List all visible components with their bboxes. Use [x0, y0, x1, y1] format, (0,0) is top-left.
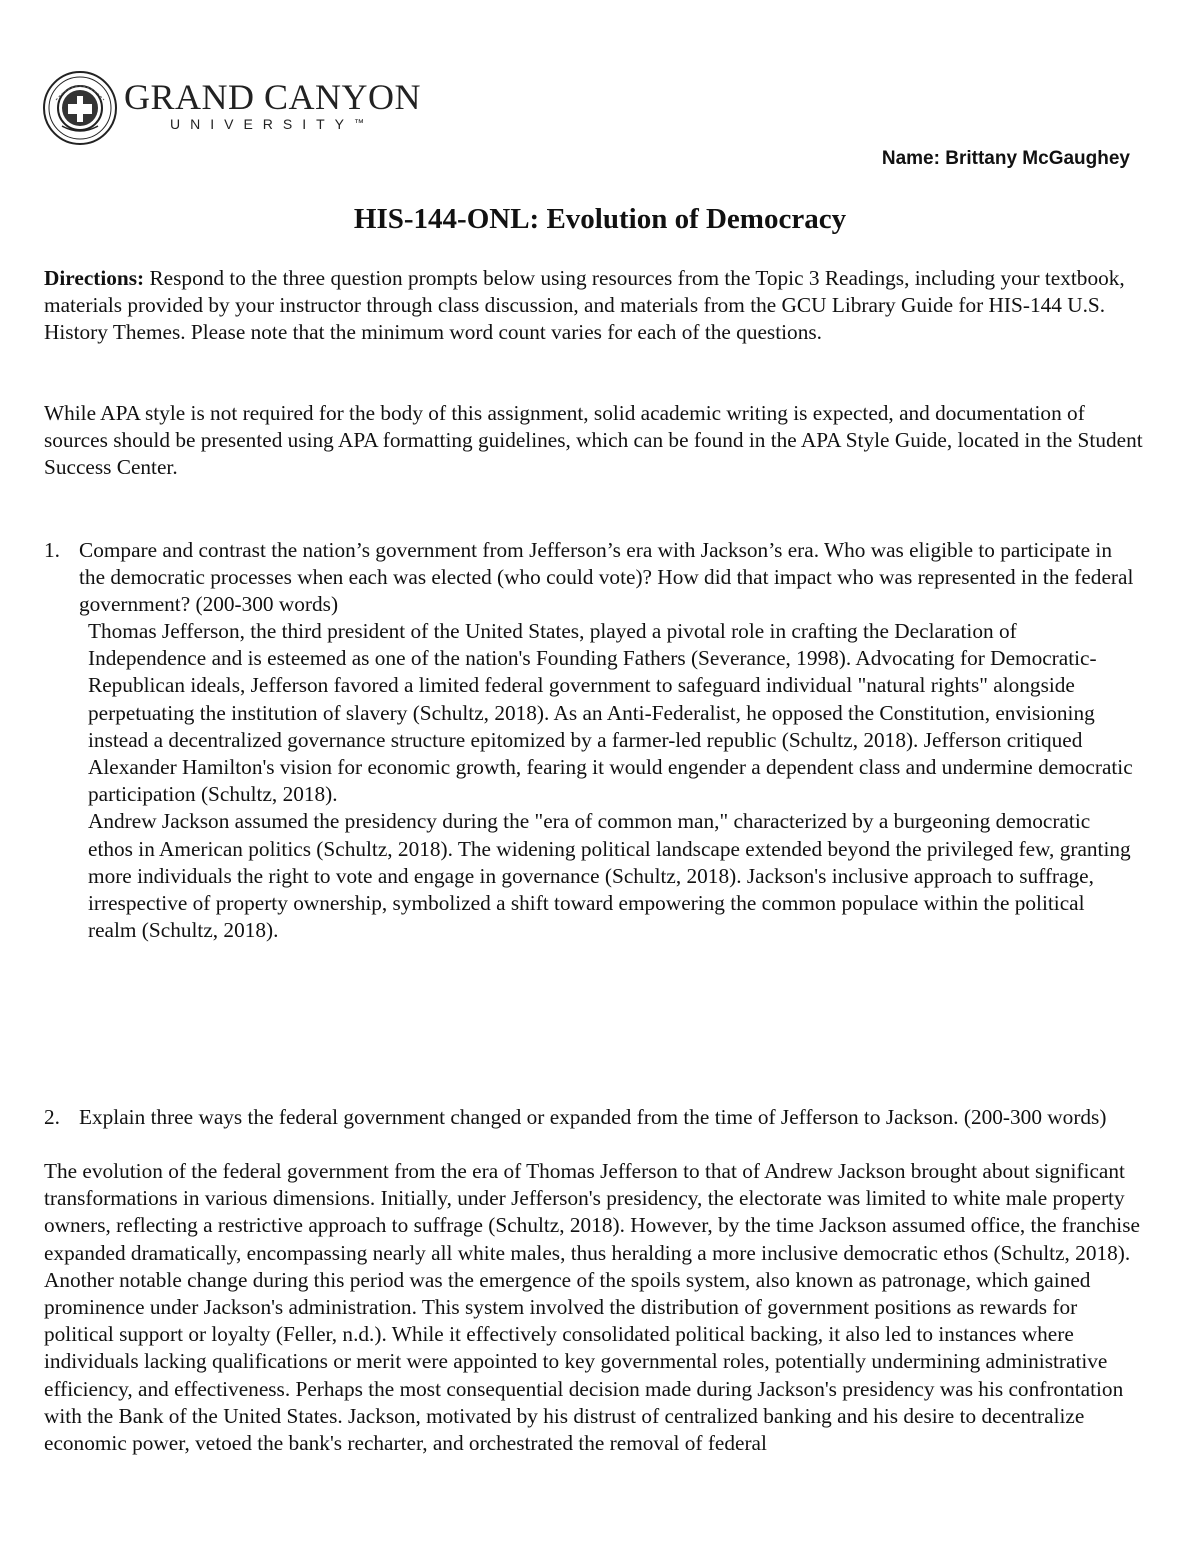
answer-paragraph: Andrew Jackson assumed the presidency during the "era of common man," characterized by a burgeoning democratic ethos in American politics (Schultz, 2018). The widening political landscape extended beyond the privileged few, granting more individuals the right to vote and engage in governance (Schultz, 2018). Jackson's inclusive approach to suffrage, irrespective of property ownership, symbolized a shift toward empowering the common populace within the political realm (Schultz, 2018). — [88, 809, 1131, 943]
question-prompt: Explain three ways the federal government changed or expanded from the time of Jefferson to Jackson. (200-300 words) — [79, 1105, 1107, 1129]
answer-2 — [44, 1158, 1144, 1457]
university-seal-icon — [42, 70, 118, 146]
university-logo — [42, 70, 421, 146]
question-2 — [44, 1104, 1144, 1164]
question-number: 2. — [44, 1105, 60, 1129]
apa-note-paragraph: While APA style is not required for the body of this assignment, solid academic writing is expected, and documentation of sources should be presented using APA formatting guidelines, which can be found in the APA Style Guide, located in the Student Success Center. — [44, 401, 1143, 480]
answer-1 — [88, 618, 1138, 944]
directions-text: Respond to the three question prompts below using resources from the Topic 3 Readings, including your textbook, materials provided by your instructor through class discussion, and materials from the GCU Library Guide for HIS-144 U.S. History Themes. Please note that the minimum word count varies for each of the questions. — [44, 266, 1125, 345]
directions-paragraph — [44, 265, 1144, 347]
question-prompt: Compare and contrast the nation’s government from Jefferson’s era with Jackson’s era. Who was eligible to participate in the democratic processes when each was elected (who could vote)? How did that impact who was represented in the federal government? (200-300 words) — [79, 538, 1134, 617]
answer-paragraph: The evolution of the federal government from the era of Thomas Jefferson to that of Andrew Jackson brought about significant transformations in various dimensions. Initially, under Jefferson's presidency, the electorate was limited to white male property owners, reflecting a restrictive approach to suffrage (Schultz, 2018). However, by the time Jackson assumed office, the franchise expanded dramatically, encompassing nearly all white males, thus heralding a more inclusive democratic ethos (Schultz, 2018). Another notable change during this period was the emergence of the spoils system, also known as patronage, which gained prominence under Jackson's administration. This system involved the distribution of government positions as rewards for political support or loyalty (Feller, n.d.). While it effectively consolidated political backing, it also led to instances where individuals lacking qualifications or merit were appointed to key governmental roles, potentially undermining administrative efficiency, and effectiveness. Perhaps the most consequential decision made during Jackson's presidency was his confrontation with the Bank of the United States. Jackson, motivated by his distrust of centralized banking and his desire to decentralize economic power, vetoed the bank's recharter, and orchestrated the removal of federal — [44, 1159, 1140, 1456]
question-number: 1. — [44, 538, 60, 562]
logo-trademark: ™ — [354, 118, 365, 129]
page-title: HIS-144-ONL: Evolution of Democracy — [353, 203, 847, 235]
logo-wordmark: GRAND CANYON — [124, 77, 422, 117]
student-name: Name: Brittany McGaughey — [881, 148, 1130, 169]
question-1 — [44, 537, 1144, 627]
answer-paragraph: Thomas Jefferson, the third president of the United States, played a pivotal role in crafting the Declaration of Independence and is esteemed as one of the nation's Founding Fathers (Severance, 1998). Advocating for Democratic-Republican ideals, Jefferson favored a limited federal government to safeguard individual "natural rights" alongside perpetuating the institution of slavery (Schultz, 2018). As an Anti-Federalist, he opposed the Constitution, envisioning instead a decentralized governance structure epitomized by a farmer-led republic (Schultz, 2018). Jefferson critiqued Alexander Hamilton's vision for economic growth, fearing it would engender a dependent class and undermine democratic participation (Schultz, 2018). — [88, 619, 1133, 807]
logo-subtitle: UNIVERSITY™ — [170, 116, 365, 132]
directions-label: Directions: — [44, 266, 145, 290]
